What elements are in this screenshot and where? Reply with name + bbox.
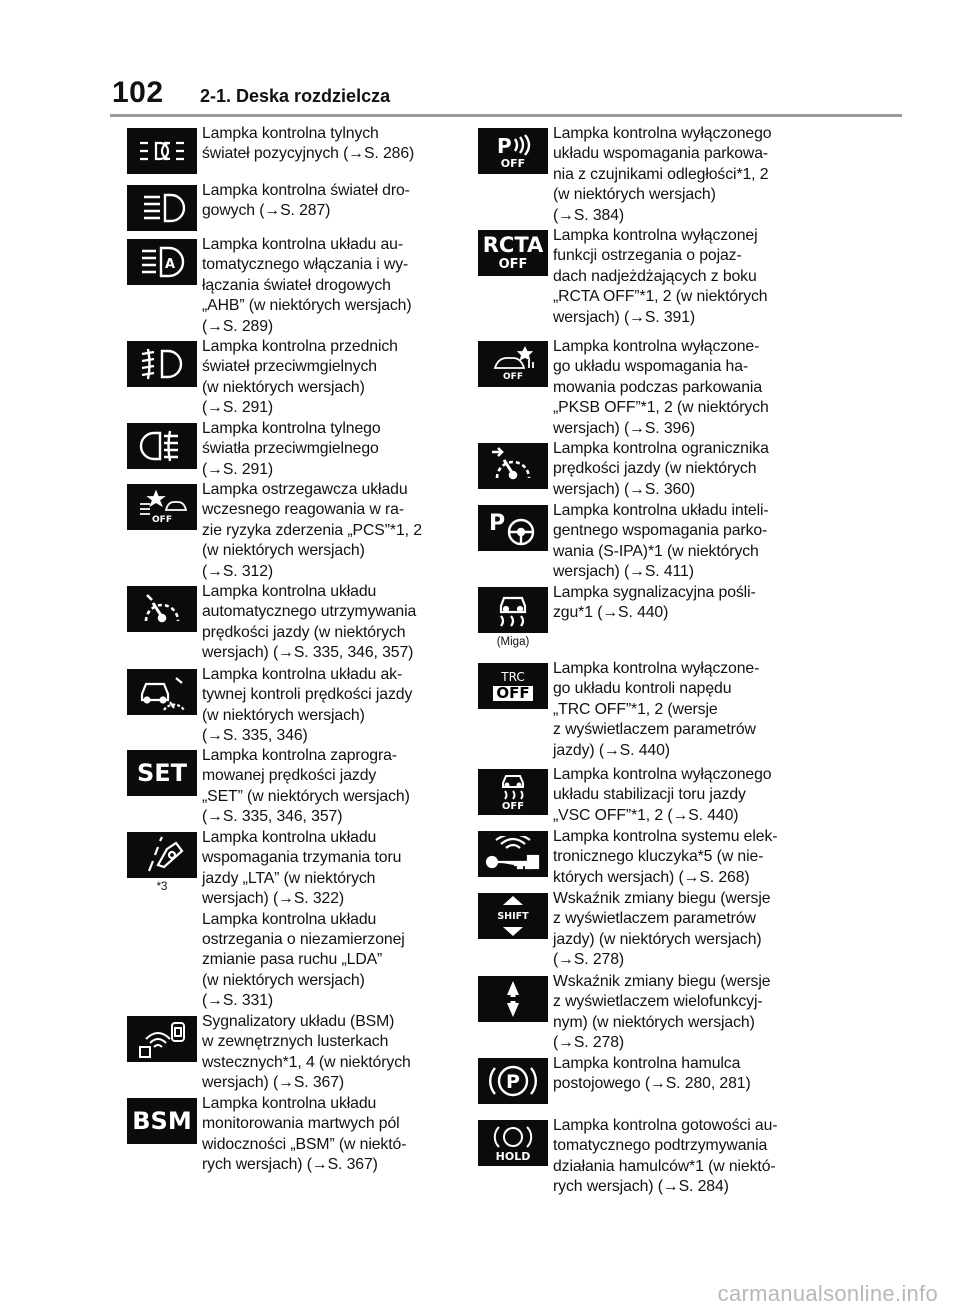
blink-note: (Miga) [496,636,530,648]
pcs-off-icon [127,484,197,530]
item-text: Lampka kontrolna ogranicznika prędkości jazdy (w niektórych wersjach) (→S. 360) [553,440,769,498]
svg-text:P: P [497,133,512,157]
rcta-off-icon [478,230,548,276]
set-icon [127,750,197,796]
icon-label-2: OFF [493,686,532,701]
s-ipa-icon [478,505,548,551]
cruise-control-icon [127,586,197,632]
item-text: Lampka kontrolna układu inteli- gentnego wspomagania parko- wania (S-IPA)*1 (w niektórych wersjach) (→S. 411) [553,502,769,581]
item-text: Lampka kontrolna hamulca postojowego (→S. 280, 281) [553,1055,751,1093]
front-fog-light-icon [127,341,197,387]
item-text: Lampka kontrolna wyłączonego układu wspomagania parkowa- nia z czujnikami odległości*1, 2 (w niektórych wersjach) (→S. 384) [553,125,772,224]
icon-label: OFF [152,514,172,525]
item-text: Lampka kontrolna systemu elek- tronicznego kluczyka*5 (w nie- których wersjach) (→S. 268) [553,828,778,886]
bsm-icon [127,1098,197,1144]
pksb-off-icon [478,341,548,387]
item-text: Lampka sygnalizacyjna pośli- zgu*1 (→S. 440) [553,584,756,622]
shift-indicator-icon [478,893,548,939]
item-text: Lampka kontrolna układu wspomagania trzymania toru jazdy „LTA” (w niektórych wersjach) (→S. 322) Lampka kontrolna układu ostrzegania o niezamierzonej zmianie pasa ruchu „LDA” (w niektórych wersjach) (→S. 331) [202,829,405,1010]
item-text: Sygnalizatory układu (BSM) w zewnętrznych lusterkach wstecznych*1, 4 (w niektórych wersjach) (→S. 367) [202,1013,411,1092]
item-text: Lampka kontrolna przednich świateł przeciwmgielnych (w niektórych wersjach) (→S. 291) [202,338,398,417]
item-text: Lampka kontrolna układu automatycznego utrzymywania prędkości jazdy (w niektórych wersjach) (→S. 335, 346, 357) [202,583,417,662]
item-text: Lampka kontrolna świateł dro- gowych (→S. 287) [202,182,410,220]
icon-label: RCTA [482,233,544,257]
section-title: 2-1. Deska rozdzielcza [200,86,391,106]
icon-label: BSM [132,1107,192,1135]
vsc-off-icon [478,769,548,815]
icon-label: OFF [503,372,523,382]
footnote-mark: *3 [156,881,168,893]
svg-text:P: P [489,511,506,536]
parking-brake-icon [478,1058,548,1104]
svg-text:P: P [506,1071,520,1093]
headlight-icon [127,185,197,231]
page-number: 102 [112,76,164,109]
radar-cruise-icon [127,669,197,715]
header-rule [110,114,902,117]
slip-indicator-icon [478,587,548,633]
item-text: Lampka kontrolna wyłączone- go układu wspomagania ha- mowania podczas parkowania „PKSB OFF”*1, 2 (w niektórych wersjach) (→S. 396) [553,338,769,437]
icon-label: SHIFT [497,910,529,922]
parking-sensor-off-icon [478,128,548,174]
item-text: Lampka kontrolna gotowości au- tomatycznego podtrzymywania działania hamulców*1 (w niektó- rych wersjach) (→S. 284) [553,1117,778,1196]
item-text: Lampka kontrolna wyłączonego układu stabilizacji toru jazdy „VSC OFF”*1, 2 (→S. 440) [553,766,772,824]
item-text: Lampka ostrzegawcza układu wczesnego reagowania w ra- zie ryzyka zderzenia „PCS”*1, 2 (w niektórych wersjach) (→S. 312) [202,481,422,580]
lane-trace-icon [127,832,197,878]
icon-label: OFF [501,800,525,812]
auto-high-beam-icon [127,239,197,285]
icon-label-2: OFF [498,257,528,272]
smart-key-icon [478,831,548,877]
item-text: Wskaźnik zmiany biegu (wersje z wyświetlaczem wielofunkcyj- nym) (w niektórych wersjach) (→S. 278) [553,973,771,1052]
item-text: Lampka kontrolna układu ak- tywnej kontroli prędkości jazdy (w niektórych wersjach) (→S. 335, 346) [202,666,413,745]
item-text: Lampka kontrolna wyłączonej funkcji ostrzegania o pojaz- dach nadjeżdżających z boku „RCTA OFF”*1, 2 (w niektórych wersjach) (→S. 391) [553,227,768,326]
item-text: Lampka kontrolna zaprogra- mowanej prędkości jazdy „SET” (w niektórych wersjach) (→S. 335, 346, 357) [202,747,410,826]
icon-label: TRC [501,670,525,684]
trc-off-icon [478,663,548,709]
item-text: Lampka kontrolna tylnego światła przeciwmgielnego (→S. 291) [202,420,381,478]
tail-lights-icon [127,128,197,174]
watermark: carmanualsonline.info [717,1281,938,1306]
item-text: Wskaźnik zmiany biegu (wersje z wyświetlaczem parametrów jazdy) (w niektórych wersjach) (→S. 278) [553,890,771,969]
item-text: Lampka kontrolna układu au- tomatycznego włączania i wy- łączania świateł drogowych „AHB” (w niektórych wersjach) (→S. 289) [202,236,412,335]
item-text: Lampka kontrolna układu monitorowania martwych pól widoczności „BSM” (w niektó- rych wersjach) (→S. 367) [202,1095,407,1174]
item-text: Lampka kontrolna wyłączone- go układu kontroli napędu „TRC OFF”*1, 2 (wersje z wyświetlaczem parametrów jazdy) (→S. 440) [553,660,760,759]
icon-label: OFF [500,156,526,170]
item-text: Lampka kontrolna tylnych świateł pozycyjnych (→S. 286) [202,125,415,163]
icon-label: SET [136,759,188,787]
speed-limiter-icon [478,443,548,489]
icon-label: HOLD [495,1149,531,1163]
shift-arrows-icon [478,976,548,1022]
brake-hold-icon [478,1120,548,1166]
svg-text:A: A [165,257,176,272]
bsm-mirror-icon [127,1016,197,1062]
rear-fog-light-icon [127,423,197,469]
